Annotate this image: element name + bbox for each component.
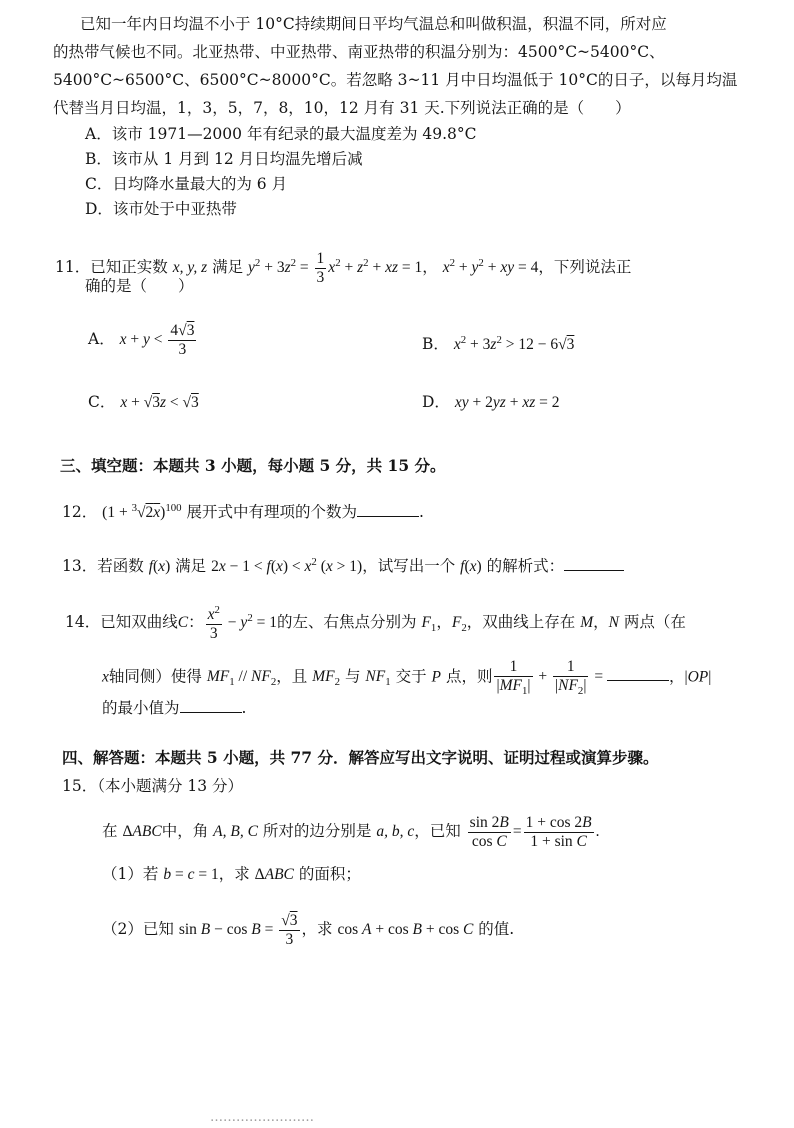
q11-option-a-label: A．: [88, 329, 115, 348]
q14-text-1: 已知双曲线: [100, 612, 178, 631]
q14-line-1: [65, 604, 686, 643]
q10-stem-line-3: 5400°C~6500°C、6500°C~8000°C。若忽略 3~11 月中日均温低于 10°C的日子，以每月均温: [53, 71, 738, 89]
q11-text-2: 满足: [212, 257, 244, 276]
q14-point-p: P: [431, 668, 442, 686]
q15-sides: a, b, c: [376, 822, 415, 840]
q14-line2-a: 轴同侧）使得: [108, 667, 202, 686]
q14-line2-d: 交于: [395, 667, 427, 686]
q10-stem-line-2: 的热带气候也不同。北亚热带、中亚热带、南亚热带的积温分别为：4500°C~5400°C、: [53, 43, 665, 61]
q11-option-a-formula: x + y < $\frac{4√3}{3}$: [119, 322, 195, 358]
q11-number: 11．: [55, 257, 91, 276]
q15-part-2: [102, 912, 514, 949]
q13-line: [62, 552, 624, 577]
q14-line2-c: 与: [344, 667, 361, 686]
q12-number: 12．: [62, 503, 98, 522]
q15-part2-condition: sin B − cos B = $\frac{√3}{3}$: [178, 912, 298, 948]
q14-line-2: [102, 658, 711, 697]
q10-option-a: A．该市 1971—2000 年有纪录的最大温度差为 49.8°C: [85, 125, 477, 143]
q14-line-mf2: $MF_2$: [312, 668, 341, 689]
q15-text-3: 所对的边分别是: [262, 821, 372, 840]
q12-answer-blank: [357, 516, 419, 517]
q13-answer-blank: [564, 570, 624, 571]
q11-variables: x, y, z: [172, 258, 208, 276]
q10-option-d: D．该市处于中亚热带: [85, 200, 237, 218]
q14-parallel: $MF_1 // NF_2$: [206, 668, 277, 689]
section-4-heading: 四、解答题：本题共 5 小题，共 77 分．解答应写出文字说明、证明过程或演算步骤。: [62, 748, 659, 767]
q15-text-4: ，已知: [414, 821, 461, 840]
q15-part2-target: cos A + cos B + cos C: [337, 920, 474, 938]
q13-inequality: $2x - 1 < f(x) < x^2$ (x > 1): [211, 556, 363, 576]
q15-number: 15．: [62, 777, 98, 795]
q11-option-c-label: C．: [88, 393, 116, 411]
q12-text: 展开式中有理项的个数为: [186, 503, 358, 522]
q11-option-a: [88, 322, 198, 359]
q11-text-3: ，下列说法正: [538, 257, 632, 276]
q11-option-d-label: D．: [422, 393, 450, 411]
q15-stem: [102, 814, 599, 851]
q15-part2-c: 的值.: [478, 919, 515, 938]
q14-op: ，|OP|: [668, 668, 712, 686]
q13-function-2: f(x): [460, 558, 482, 576]
q11-option-b-label: B．: [422, 335, 449, 354]
q15-part1-a: （1）若: [102, 865, 159, 883]
q15-part1-b: ，求: [218, 865, 250, 883]
q14-foci: $F_1$，$F_2$: [421, 613, 467, 635]
q14-text-2: 的左、右焦点分别为: [276, 612, 417, 631]
q15-triangle: ΔABC: [122, 822, 162, 840]
q14-line2-b: ，且: [276, 667, 308, 686]
q11-option-b: [422, 330, 574, 355]
q15-part2-a: （2）已知: [102, 919, 174, 938]
q15-header: [62, 776, 243, 796]
q11-option-c: [88, 392, 199, 413]
q14-hyperbola: C： $\frac{x^2}{3}$ − $y^2 = 1$: [177, 604, 277, 642]
q13-number: 13．: [62, 557, 98, 576]
q11-option-d-formula: xy + 2yz + xz = 2: [454, 394, 560, 411]
q14-text-4: 两点（在: [623, 612, 686, 631]
q14-line2-e: 点，则: [445, 667, 493, 686]
q11-option-c-formula: x + √3z < √3: [120, 394, 199, 411]
q13-text-3: ，试写出一个: [362, 557, 456, 576]
q10-stem-line-1: 已知一年内日均温不小于 10°C持续期间日平均气温总和叫做积温，积温不同，所对应: [80, 15, 667, 33]
q15-text-2: 中，角: [161, 821, 209, 840]
q14-answer-blank-1: [607, 680, 669, 681]
q15-score: （本小题满分 13 分）: [97, 777, 244, 795]
q14-reciprocal-sum: $\frac{1}{|MF_1|}$ + $\frac{1}{|NF_2|}$ =: [496, 658, 607, 697]
q15-part-1: [102, 864, 361, 885]
q13-text-1: 若函数: [97, 557, 144, 576]
q13-function: f(x): [148, 558, 171, 576]
q14-points: M，N: [580, 613, 619, 631]
q14-x-axis: x: [102, 668, 109, 686]
q15-part1-triangle: ΔABC: [254, 866, 294, 883]
q14-line3: 的最小值为: [102, 699, 180, 717]
q11-option-b-formula: $x^2 + 3z^2 > 12 - 6√3$: [453, 334, 575, 354]
q11-text-1: 已知正实数: [90, 257, 168, 276]
q14-text-3: ，双曲线上存在: [466, 612, 576, 631]
q15-part2-b: ，求: [301, 919, 333, 938]
q15-part1-condition: b = c = 1: [163, 866, 219, 883]
q11-option-d: [422, 392, 559, 413]
q15-given-equation: $\frac{\sin 2B}{\text{cos C}}$ = $\frac{1 + \cos 2B}{\text{1 + sin C}}$ .: [469, 814, 600, 850]
q14-line-nf1: $NF_1$: [365, 668, 391, 689]
q12-line: 12． $(1 + ^3√2x)^{100}$ 展开式中有理项的个数为 .: [62, 502, 424, 522]
q10-stem-line-4: 代替当月日均温，1，3，5，7，8，10，12 月有 31 天.下列说法正确的是（ ）: [53, 99, 631, 117]
q15-text-1: 在: [102, 821, 118, 840]
q11-condition-2: $x^2 + y^2$ + xy = 4: [442, 256, 539, 276]
q10-option-b: B．该市从 1 月到 12 月日均温先增后减: [85, 150, 363, 168]
q14-number: 14．: [65, 612, 101, 631]
page-footer: ……………………: [210, 1110, 314, 1125]
q15-part1-c: 的面积；: [298, 865, 361, 883]
q14-line-3: 的最小值为 .: [102, 699, 247, 717]
q11-condition-1: $y^2 + 3z^2$ = $\frac{1}{3}$ $x^2 + z^2$ + xz = 1，: [248, 250, 438, 286]
q11-stem-line-2: 确的是（ ）: [85, 277, 194, 295]
section-3-heading: 三、填空题：本题共 3 小题，每小题 5 分，共 15 分。: [60, 456, 446, 475]
q13-text-4: 的解析式：: [486, 557, 565, 576]
q13-text-2: 满足: [175, 557, 207, 576]
q15-angles: A, B, C: [213, 822, 258, 840]
q14-answer-blank-2: [180, 712, 242, 713]
q12-binomial: $(1 + ^3√2x)^{100}$: [102, 502, 182, 522]
q10-option-c: C．日均降水量最大的为 6 月: [85, 175, 288, 193]
